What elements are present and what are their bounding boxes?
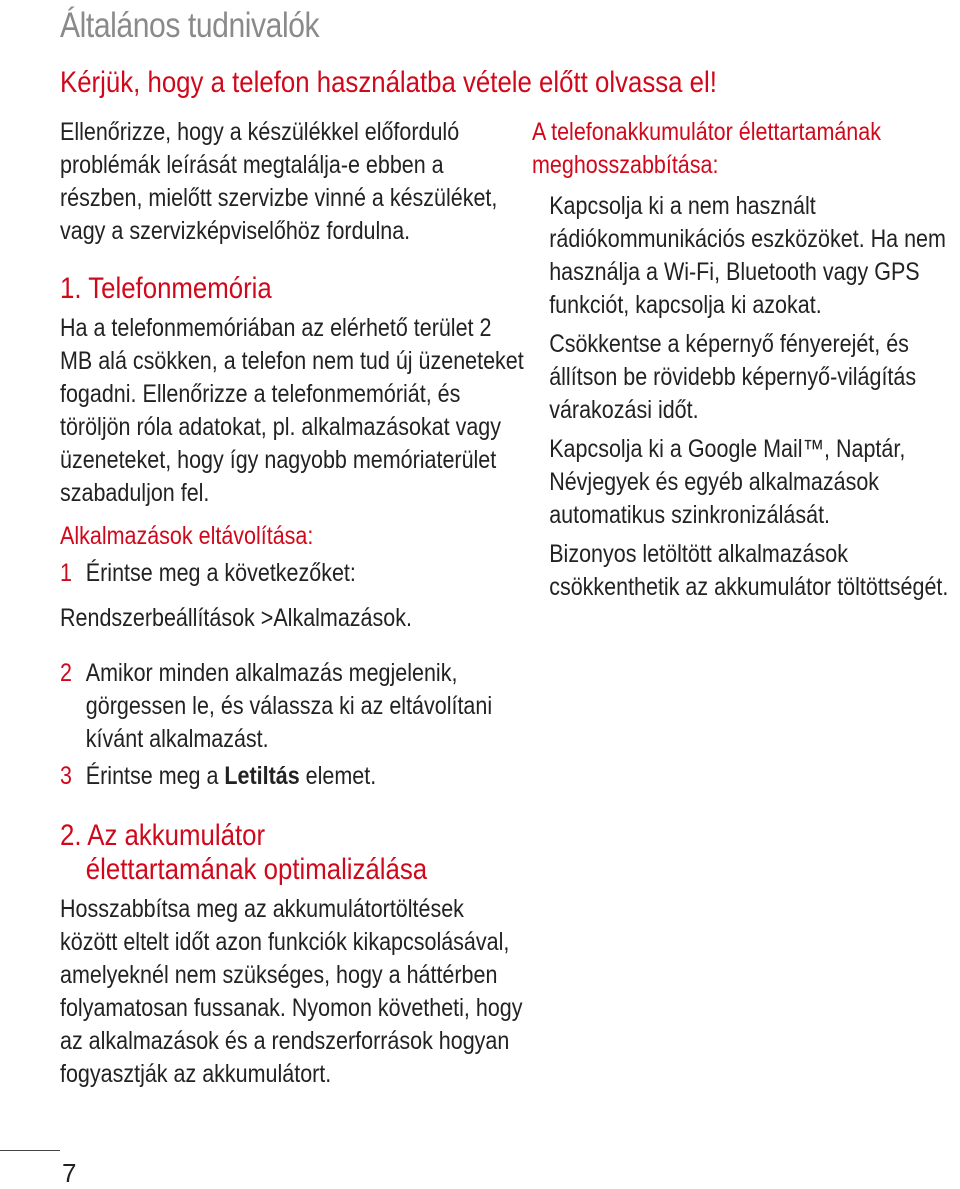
step-3-number: 3: [60, 762, 72, 790]
intro-heading: Kérjük, hogy a telefon használatba vétele előtt olvassa el!: [60, 66, 717, 99]
battery-tip: Bizonyos letöltött alkalmazások csökkenthetik az akkumulátor töltöttségét.: [549, 540, 949, 601]
step-3: [60, 760, 524, 793]
section1-title: 1. Telefonmemória: [60, 272, 272, 305]
step-3-disable-label: Letiltás: [224, 762, 300, 790]
section2-text: Hosszabbítsa meg az akkumulátortöltések között eltelt időt azon funkciók kikapcsolásával, amelyeknél nem szükséges, hogy a háttérben folyamatosan fussanak. Nyomon követheti, hogy az alkalmazások és a rendszerforrások hogyan fogyasztják az akkumulátort.: [60, 895, 523, 1088]
battery-tips-heading: A telefonakkumulátor élettartamának meghosszabbítása:: [532, 118, 881, 179]
step-2: [60, 657, 524, 756]
step-1-number: 1: [60, 559, 72, 587]
step-3-post: elemet.: [299, 762, 377, 790]
section2-title-line1: 2. Az akkumulátor: [60, 819, 266, 852]
step-2-number: 2: [60, 659, 72, 687]
settings-path-separator: >: [254, 604, 274, 632]
page-title: Általános tudnivalók: [60, 6, 320, 45]
step-3-pre: Érintse meg a: [85, 762, 225, 790]
intro-text: Ellenőrizze, hogy a készülékkel előforduló problémák leírását megtalálja-e ebben a részben, mielőtt szervizbe vinné a készüléket, vagy a szervizképviselőhöz fordulna.: [60, 118, 498, 245]
left-column: [60, 116, 530, 1091]
settings-path-end: .: [405, 604, 412, 632]
battery-tip: Kapcsolja ki a Google Mail™, Naptár, Névjegyek és egyéb alkalmazások automatikus szinkronizálását.: [549, 435, 906, 529]
step-2-text: Amikor minden alkalmazás megjelenik, görgessen le, és válassza ki az eltávolítani kívánt alkalmazást.: [85, 659, 493, 753]
page-number: 7: [62, 1158, 77, 1188]
settings-path-apps: Alkalmazások: [273, 604, 406, 632]
settings-path-system: Rendszerbeállítások: [60, 604, 255, 632]
battery-tip: Kapcsolja ki a nem használt rádiókommunikációs eszközöket. Ha nem használja a Wi-Fi, Bluetooth vagy GPS funkciót, kapcsolja ki azokat.: [549, 192, 946, 319]
footer-divider: [0, 1150, 60, 1151]
settings-path: [60, 602, 524, 635]
remove-apps-heading: Alkalmazások eltávolítása:: [60, 522, 314, 550]
battery-tip: Csökkentse a képernyő fényerejét, és állítson be rövidebb képernyő-világítás várakozási időt.: [549, 330, 917, 424]
right-column: [532, 116, 960, 604]
step-3-text: [86, 760, 525, 793]
step-1-text: Érintse meg a következőket:: [85, 559, 356, 587]
section2-title-line2: élettartamának optimalizálása: [85, 853, 428, 886]
section1-text: Ha a telefonmemóriában az elérhető terület 2 MB alá csökken, a telefon nem tud új üzeneteket fogadni. Ellenőrizze a telefonmemóriát, és töröljön róla adatokat, pl. alkalmazásokat vagy üzeneteket, hogy így nagyobb memóriaterület szabaduljon fel.: [60, 314, 524, 507]
step-1: [60, 557, 524, 590]
